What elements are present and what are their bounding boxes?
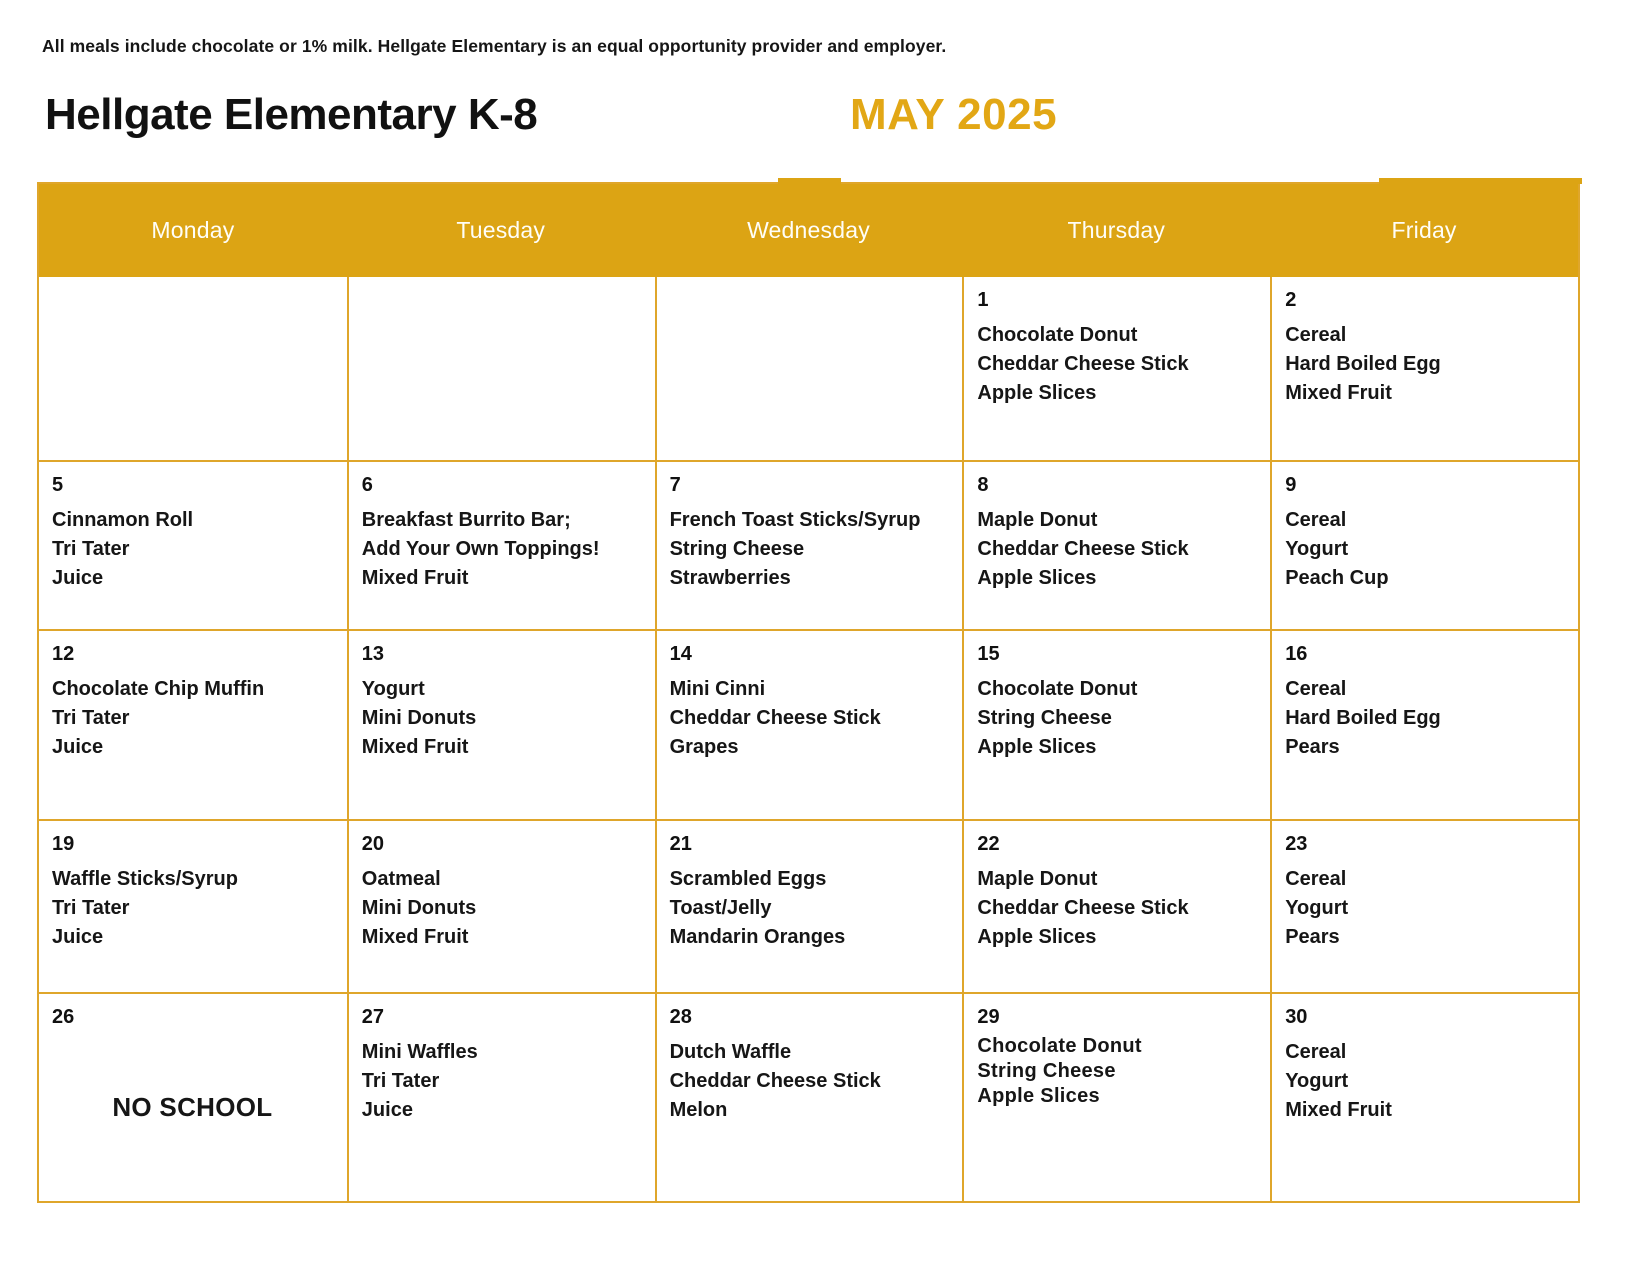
day-cell-empty [347, 277, 655, 460]
menu-item: Hard Boiled Egg [1285, 707, 1441, 729]
menu-item: Peach Cup [1285, 567, 1389, 589]
menu-item: String Cheese [977, 1060, 1116, 1082]
day-cell-27 [347, 992, 655, 1201]
day-number: 5 [52, 474, 64, 496]
day-number: 28 [669, 1006, 692, 1028]
menu-item: Yogurt [361, 678, 425, 700]
no-school-label: NO SCHOOL [112, 1092, 273, 1122]
day-cell-9 [1270, 460, 1578, 629]
menu-item: Tri Tater [361, 1070, 440, 1092]
menu-item: Chocolate Chip Muffin [52, 678, 265, 700]
menu-item: Tri Tater [52, 538, 130, 560]
day-number: 6 [361, 474, 373, 496]
month-title: MAY 2025 [850, 90, 1058, 139]
calendar-table [37, 182, 1580, 1203]
day-number: 2 [1285, 289, 1297, 311]
menu-item: Chocolate Donut [977, 678, 1138, 700]
day-cell-1 [962, 277, 1270, 460]
menu-item: Mixed Fruit [361, 567, 469, 589]
weekday-header-friday: Friday [1270, 184, 1578, 277]
menu-item: Apple Slices [977, 567, 1097, 589]
day-cell-22 [962, 819, 1270, 992]
day-number: 13 [361, 643, 385, 665]
day-cell-20 [347, 819, 655, 992]
day-cell-19 [39, 819, 347, 992]
menu-item: Cinnamon Roll [52, 509, 194, 531]
menu-item: Yogurt [1285, 1070, 1349, 1092]
menu-item: Dutch Waffle [669, 1041, 792, 1063]
header-accent-tab-left [778, 178, 841, 184]
day-number: 23 [1285, 833, 1308, 855]
menu-item: Chocolate Donut [977, 324, 1138, 346]
menu-item: Pears [1285, 736, 1340, 758]
day-number: 20 [361, 833, 385, 855]
menu-item: Mini Donuts [361, 707, 477, 729]
weekday-header-tuesday: Tuesday [347, 184, 655, 277]
day-cell-5 [39, 460, 347, 629]
menu-item: Cereal [1285, 509, 1347, 531]
menu-item: Add Your Own Toppings! [361, 538, 600, 560]
menu-item: String Cheese [669, 538, 805, 560]
menu-item: Mini Cinni [669, 678, 766, 700]
menu-item: Cheddar Cheese Stick [669, 1070, 881, 1092]
menu-item: Grapes [669, 736, 739, 758]
menu-item: Apple Slices [977, 736, 1097, 758]
menu-item: Mixed Fruit [361, 926, 469, 948]
menu-item: Maple Donut [977, 868, 1098, 890]
day-number: 29 [977, 1006, 1000, 1028]
day-number: 8 [977, 474, 989, 496]
day-cell-30 [1270, 992, 1578, 1201]
day-cell-6 [347, 460, 655, 629]
menu-item: Tri Tater [52, 707, 130, 729]
menu-item: Toast/Jelly [669, 897, 772, 919]
menu-item: Waffle Sticks/Syrup [52, 868, 238, 890]
day-number: 22 [977, 833, 1000, 855]
menu-item: Yogurt [1285, 538, 1349, 560]
day-number: 12 [52, 643, 75, 665]
weekday-header-monday: Monday [39, 184, 347, 277]
day-cell-empty [39, 277, 347, 460]
header-accent-tab-right [1379, 178, 1582, 184]
menu-item: Oatmeal [361, 868, 441, 890]
day-number: 14 [669, 643, 692, 665]
menu-item: Cereal [1285, 1041, 1347, 1063]
day-cell-empty [655, 277, 963, 460]
menu-item: Hard Boiled Egg [1285, 353, 1441, 375]
milk-disclaimer-text: All meals include chocolate or 1% milk. Hellgate Elementary is an equal opportunity provider and employer. [42, 36, 947, 56]
day-cell-12 [39, 629, 347, 819]
menu-item: Apple Slices [977, 1085, 1100, 1107]
menu-item: Cereal [1285, 324, 1347, 346]
day-cell-26 [39, 992, 347, 1201]
day-cell-23 [1270, 819, 1578, 992]
menu-item: Juice [52, 736, 104, 758]
menu-item: Cheddar Cheese Stick [977, 538, 1189, 560]
weekday-header-wednesday: Wednesday [655, 184, 963, 277]
menu-item: Mandarin Oranges [669, 926, 846, 948]
menu-item: Cheddar Cheese Stick [977, 353, 1189, 375]
menu-item: Mixed Fruit [1285, 1099, 1392, 1121]
menu-item: Mini Waffles [361, 1041, 478, 1063]
day-cell-14 [655, 629, 963, 819]
day-number: 7 [669, 474, 681, 496]
menu-item: Apple Slices [977, 926, 1097, 948]
day-number: 30 [1285, 1006, 1308, 1028]
menu-item: Maple Donut [977, 509, 1098, 531]
menu-item: Tri Tater [52, 897, 130, 919]
menu-item: Cereal [1285, 678, 1347, 700]
menu-item: French Toast Sticks/Syrup [669, 509, 921, 531]
menu-item: Strawberries [669, 567, 791, 589]
menu-item: String Cheese [977, 707, 1112, 729]
menu-item: Pears [1285, 926, 1340, 948]
menu-item: Juice [361, 1099, 413, 1121]
menu-item: Mini Donuts [361, 897, 477, 919]
day-number: 21 [669, 833, 692, 855]
menu-item: Scrambled Eggs [669, 868, 827, 890]
day-cell-7 [655, 460, 963, 629]
menu-item: Juice [52, 567, 104, 589]
menu-item: Yogurt [1285, 897, 1349, 919]
weekday-header-thursday: Thursday [962, 184, 1270, 277]
menu-item: Apple Slices [977, 382, 1097, 404]
page-title: Hellgate Elementary K-8 [45, 90, 538, 139]
day-number: 1 [977, 289, 989, 311]
menu-item: Juice [52, 926, 104, 948]
day-number: 26 [52, 1006, 75, 1028]
menu-item: Mixed Fruit [1285, 382, 1392, 404]
day-number: 15 [977, 643, 1000, 665]
menu-item: Melon [669, 1099, 728, 1121]
day-cell-8 [962, 460, 1270, 629]
menu-item: Mixed Fruit [361, 736, 469, 758]
day-cell-16 [1270, 629, 1578, 819]
day-cell-21 [655, 819, 963, 992]
menu-item: Cheddar Cheese Stick [669, 707, 881, 729]
day-cell-28 [655, 992, 963, 1201]
day-cell-2 [1270, 277, 1578, 460]
day-number: 16 [1285, 643, 1308, 665]
menu-item: Breakfast Burrito Bar; [361, 509, 571, 531]
day-number: 19 [52, 833, 75, 855]
menu-item: Cereal [1285, 868, 1347, 890]
day-cell-13 [347, 629, 655, 819]
day-cell-29 [962, 992, 1270, 1201]
menu-item: Chocolate Donut [977, 1035, 1142, 1057]
menu-item: Cheddar Cheese Stick [977, 897, 1189, 919]
day-number: 9 [1285, 474, 1297, 496]
day-cell-15 [962, 629, 1270, 819]
day-number: 27 [361, 1006, 385, 1028]
